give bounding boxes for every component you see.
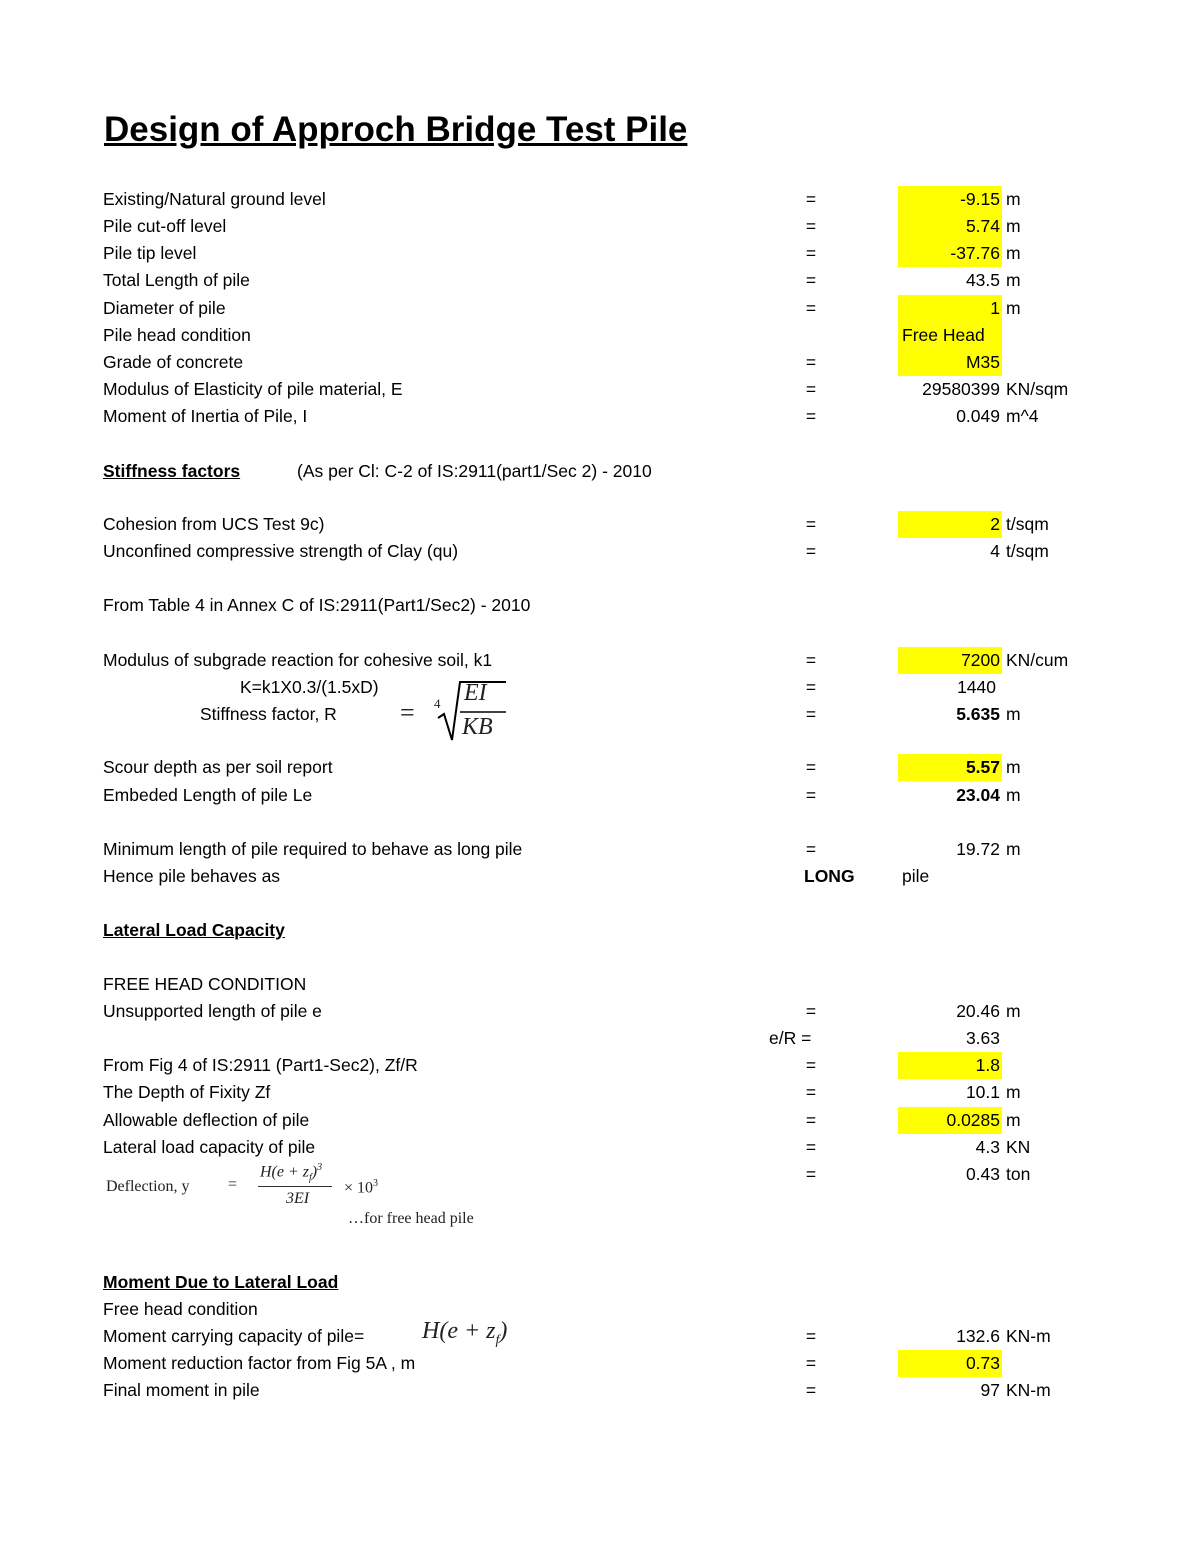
equals-sign: = — [805, 1110, 817, 1130]
equals-sign: = — [805, 216, 817, 236]
value-head-condition[interactable]: Free Head — [898, 322, 1002, 349]
value-behaves: LONG — [804, 866, 855, 886]
label-k: K=k1X0.3/(1.5xD) — [240, 677, 379, 697]
label-ground-level: Existing/Natural ground level — [103, 189, 326, 209]
unit-behaves: pile — [902, 866, 930, 886]
equals-sign: = — [805, 406, 817, 426]
equals-sign: = — [805, 1055, 817, 1075]
unit-moment-capacity: KN-m — [1006, 1326, 1051, 1346]
equals-sign: = — [805, 785, 817, 805]
formula-equals: = — [228, 1176, 238, 1193]
unit-tip-level: m — [1006, 243, 1021, 263]
unit-k1: KN/cum — [1006, 650, 1069, 670]
equals-sign: = — [805, 1326, 817, 1346]
unit-lateral-capacity: KN — [1006, 1137, 1031, 1157]
value-zf-over-r[interactable]: 1.8 — [898, 1052, 1002, 1079]
moment-condition: Free head condition — [103, 1299, 258, 1319]
formula-multiplier: × $10^3$ — [344, 1178, 379, 1197]
unit-depth-fixity: m — [1006, 1082, 1021, 1102]
label-allowable-deflection: Allowable deflection of pile — [103, 1110, 310, 1130]
label-r: Stiffness factor, R — [200, 704, 337, 724]
formula-numerator: EI — [464, 680, 487, 706]
unit-diameter: m — [1006, 298, 1021, 318]
label-scour: Scour depth as per soil report — [103, 757, 333, 777]
unit-qu: t/sqm — [1006, 541, 1049, 561]
equals-sign: = — [805, 1164, 817, 1184]
equals-sign: = — [805, 270, 817, 290]
page-title: Design of Approch Bridge Test Pile — [104, 110, 688, 149]
moment-formula: $H(e + z_f)$ — [422, 1318, 508, 1348]
equals-sign: = — [805, 650, 817, 670]
unit-scour: m — [1006, 757, 1021, 777]
value-k1[interactable]: 7200 — [898, 647, 1002, 674]
value-scour[interactable]: 5.57 — [898, 754, 1002, 781]
label-concrete-grade: Grade of concrete — [103, 352, 244, 372]
equals-sign: = — [805, 541, 817, 561]
value-cutoff-level[interactable]: 5.74 — [898, 213, 1002, 240]
table-reference: From Table 4 in Annex C of IS:2911(Part1/Sec2) - 2010 — [103, 595, 531, 615]
equals-sign: = — [805, 677, 817, 697]
unit-final-moment: KN-m — [1006, 1380, 1051, 1400]
equals-sign: = — [805, 298, 817, 318]
equals-sign: = — [805, 839, 817, 859]
equals-sign: = — [805, 704, 817, 724]
label-diameter: Diameter of pile — [103, 298, 226, 318]
equals-sign: = — [805, 243, 817, 263]
unit-embedded-length: m — [1006, 785, 1021, 805]
root-index: 4 — [434, 696, 441, 711]
label-behaves: Hence pile behaves as — [103, 866, 281, 886]
value-moment-inertia: 0.049 — [956, 406, 1000, 426]
equals-sign: = — [805, 1353, 817, 1373]
label-moment-capacity: Moment carrying capacity of pile= — [103, 1326, 365, 1346]
formula-denominator: KB — [462, 714, 493, 740]
value-final-moment: 97 — [980, 1380, 1000, 1400]
value-lateral-capacity-ton: 0.43 — [965, 1164, 1000, 1184]
deflection-formula — [104, 1160, 524, 1232]
unit-cutoff-level: m — [1006, 216, 1021, 236]
label-moment-inertia: Moment of Inertia of Pile, I — [103, 406, 308, 426]
equals-sign: = — [805, 352, 817, 372]
unit-min-length: m — [1006, 839, 1021, 859]
value-qu: 4 — [990, 541, 1000, 561]
value-ground-level[interactable]: -9.15 — [898, 186, 1002, 213]
lateral-condition: FREE HEAD CONDITION — [103, 974, 307, 994]
unit-cohesion: t/sqm — [1006, 514, 1049, 534]
fraction-bar — [258, 1186, 332, 1187]
value-diameter[interactable]: 1 — [898, 295, 1002, 322]
equals-sign: = — [805, 1082, 817, 1102]
label-total-length: Total Length of pile — [103, 270, 250, 290]
equals-sign: = — [805, 1380, 817, 1400]
label-cohesion: Cohesion from UCS Test 9c) — [103, 514, 325, 534]
label-final-moment: Final moment in pile — [103, 1380, 260, 1400]
unit-allowable-deflection: m — [1006, 1110, 1021, 1130]
stiffness-heading: Stiffness factors — [103, 461, 241, 481]
value-r: 5.635 — [956, 704, 1000, 724]
formula-numerator: $H(e + z_f)^3$ — [260, 1162, 323, 1184]
label-min-length: Minimum length of pile required to behave as long pile — [103, 839, 523, 859]
value-concrete-grade[interactable]: M35 — [898, 349, 1002, 376]
unit-modulus-elasticity: KN/sqm — [1006, 379, 1069, 399]
moment-heading: Moment Due to Lateral Load — [103, 1272, 339, 1292]
label-depth-fixity: The Depth of Fixity Zf — [103, 1082, 271, 1102]
label-zf-over-r: From Fig 4 of IS:2911 (Part1-Sec2), Zf/R — [103, 1055, 418, 1075]
label-unsupported-length: Unsupported length of pile e — [103, 1001, 322, 1021]
equals-sign: = — [805, 757, 817, 777]
lateral-heading: Lateral Load Capacity — [103, 920, 285, 940]
value-lateral-capacity: 4.3 — [975, 1137, 1000, 1157]
value-allowable-deflection[interactable]: 0.0285 — [898, 1107, 1002, 1134]
unit-moment-inertia: m^4 — [1006, 406, 1039, 426]
value-moment-capacity: 132.6 — [956, 1326, 1000, 1346]
equals-sign: = — [805, 189, 817, 209]
equals-sign: = — [805, 379, 817, 399]
value-embedded-length: 23.04 — [956, 785, 1000, 805]
label-k1: Modulus of subgrade reaction for cohesive soil, k1 — [103, 650, 493, 670]
value-e-over-r: 3.63 — [965, 1028, 1000, 1048]
label-cutoff-level: Pile cut-off level — [103, 216, 227, 236]
value-modulus-elasticity: 29580399 — [922, 379, 1000, 399]
label-lateral-capacity: Lateral load capacity of pile — [103, 1137, 316, 1157]
value-min-length: 19.72 — [956, 839, 1000, 859]
unit-r: m — [1006, 704, 1021, 724]
value-unsupported-length: 20.46 — [956, 1001, 1000, 1021]
unit-lateral-capacity-ton: ton — [1006, 1164, 1031, 1184]
equals-sign: = — [805, 1001, 817, 1021]
label-modulus-elasticity: Modulus of Elasticity of pile material, E — [103, 379, 403, 399]
formula-lhs: Deflection, y — [106, 1178, 190, 1195]
value-total-length: 43.5 — [965, 270, 1000, 290]
label-moment-reduction: Moment reduction factor from Fig 5A , m — [103, 1353, 416, 1373]
equals-sign: = — [805, 1137, 817, 1157]
label-tip-level: Pile tip level — [103, 243, 197, 263]
value-k: 1440 — [957, 677, 996, 697]
value-depth-fixity: 10.1 — [965, 1082, 1000, 1102]
unit-total-length: m — [1006, 270, 1021, 290]
label-qu: Unconfined compressive strength of Clay (qu) — [103, 541, 459, 561]
equals-sign: = — [805, 514, 817, 534]
value-cohesion[interactable]: 2 — [898, 511, 1002, 538]
unit-unsupported-length: m — [1006, 1001, 1021, 1021]
label-embedded-length: Embeded Length of pile Le — [103, 785, 313, 805]
label-head-condition: Pile head condition — [103, 325, 251, 345]
unit-ground-level: m — [1006, 189, 1021, 209]
label-e-over-r: e/R = — [769, 1028, 812, 1048]
r-formula: = 4 EI KB — [400, 676, 520, 746]
formula-note: …for free head pile — [348, 1210, 474, 1227]
value-tip-level[interactable]: -37.76 — [898, 240, 1002, 267]
stiffness-reference: (As per Cl: C-2 of IS:2911(part1/Sec 2) - 2010 — [297, 461, 652, 481]
value-moment-reduction[interactable]: 0.73 — [898, 1350, 1002, 1377]
formula-denominator: 3EI — [286, 1190, 310, 1207]
